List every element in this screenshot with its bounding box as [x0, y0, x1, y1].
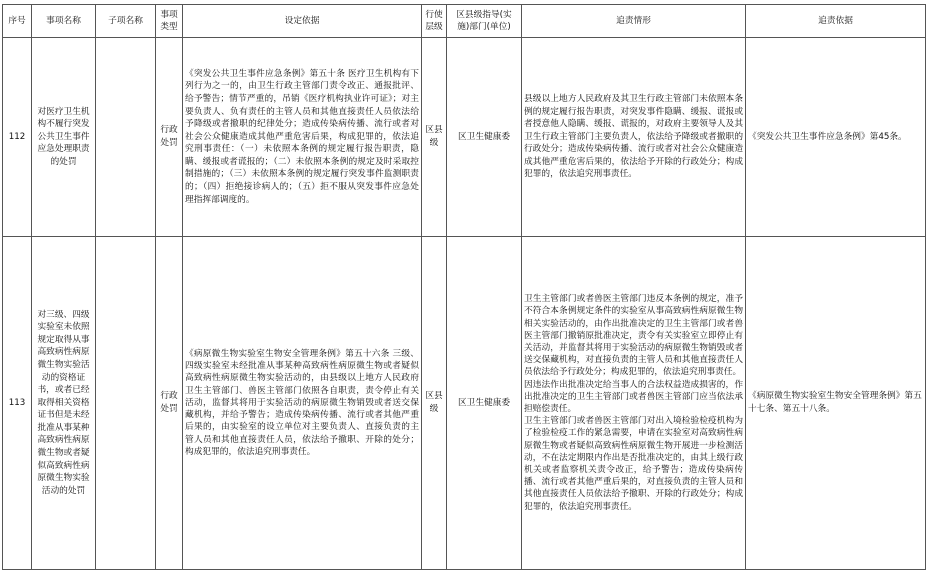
header-accountability-basis: 追责依据 [746, 5, 926, 38]
accountability-table [2, 4, 926, 570]
header-item-name: 事项名称 [32, 5, 96, 38]
row-level: 区县级 [422, 237, 447, 570]
row-basis: 《病原微生物实验室生物安全管理条例》第五十六条 三级、四级实验室未经批准从事某种高致病性病原微生物或者疑似高致病性病原微生物实验活动的，由县级以上地方人民政府卫生主管部门、兽医主管部门依照各自职责，责令停止有关活动，监督其将用于实验活动的病原微生物销毁或者送交保藏机构，并给予警告；造成传染病传播、流行或者其他严重后果的，由实验室的设立单位对主要负责人、直接负责的主管人员和其他直接责任人员，依法给予撤职、开除的处分；构成犯罪的，依法追究刑事责任。 [183, 237, 422, 570]
row-item-type: 行政处罚 [156, 38, 183, 237]
row-item-type: 行政处罚 [156, 237, 183, 570]
row-level: 区县级 [422, 38, 447, 237]
header-row [3, 5, 926, 38]
header-basis: 设定依据 [183, 5, 422, 38]
row-item-name: 对医疗卫生机构不履行突发公共卫生事件应急处理职责的处罚 [32, 38, 96, 237]
header-level: 行使 层级 [422, 5, 447, 38]
row-department: 区卫生健康委 [447, 38, 522, 237]
row-basis: 《突发公共卫生事件应急条例》第五十条 医疗卫生机构有下列行为之一的，由卫生行政主管部门责令改正、通报批评、给予警告；情节严重的，吊销《医疗机构执业许可证》；对主要负责人、负有责任的主管人员和其他直接责任人员依法给予降级或者撤职的纪律处分；造成传染病传播、流行或者对社会公众健康造成其他严重危害后果，构成犯罪的，依法追究刑事责任：（一）未依照本条例的规定履行报告职责，隐瞒、缓报或者谎报的；（二）未依照本条例的规定及时采取控制措施的；（三）未依照本条例的规定履行突发事件监测职责的；（四）拒绝接诊病人的；（五）拒不服从突发事件应急处理指挥部调度的。 [183, 38, 422, 237]
header-department: 区县级指导(实 施)部门(单位) [447, 5, 522, 38]
row-sub-item-name [96, 237, 156, 570]
row-seq: 112 [3, 38, 32, 237]
row-department: 区卫生健康委 [447, 237, 522, 570]
header-seq: 序号 [3, 5, 32, 38]
header-sub-item-name: 子项名称 [96, 5, 156, 38]
table-row [3, 38, 926, 237]
header-item-type: 事项 类型 [156, 5, 183, 38]
row-seq: 113 [3, 237, 32, 570]
row-accountability-basis: 《突发公共卫生事件应急条例》第45条。 [746, 38, 926, 237]
table-row [3, 237, 926, 570]
row-situation: 卫生主管部门或者兽医主管部门违反本条例的规定，准予不符合本条例规定条件的实验室从事高致病性病原微生物相关实验活动的，由作出批准决定的卫生主管部门或者兽医主管部门撤销原批准决定，责令有关实验室立即停止有关活动，并监督其将用于实验活动的病原微生物销毁或者送交保藏机构，对直接负责的主管人员和其他直接责任人员依法给予行政处分；构成犯罪的，依法追究刑事责任。 因违法作出批准决定给当事人的合法权益造成损害的，作出批准决定的卫生主管部门或者兽医主管部门应当依法承担赔偿责任。 卫生主管部门或者兽医主管部门对出入境检验检疫机构为了检验检疫工作的紧急需要，申请在实验室对高致病性病原微生物或者疑似高致病性病原微生物开展进一步检测活动，不在法定期限内作出是否批准决定的，由其上级行政机关或者监察机关责令改正，给予警告；造成传染病传播、流行或者其他严重后果的，对直接负责的主管人员和其他直接责任人员依法给予撤职、开除的行政处分；构成犯罪的，依法追究刑事责任。 [522, 237, 746, 570]
row-accountability-basis: 《病原微生物实验室生物安全管理条例》第五十七条、第五十八条。 [746, 237, 926, 570]
header-situation: 追责情形 [522, 5, 746, 38]
row-item-name: 对三级、四级实验室未依照规定取得从事高致病性病原微生物实验活动的资格证书，或者已经取得相关资格证书但是未经批准从事某种高致病性病原微生物或者疑似高致病性病原微生物实验活动的处罚 [32, 237, 96, 570]
row-sub-item-name [96, 38, 156, 237]
row-situation: 县级以上地方人民政府及其卫生行政主管部门未依照本条例的规定履行报告职责，对突发事件隐瞒、缓报、谎报或者授意他人隐瞒、缓报、谎报的，对政府主要领导人及其卫生行政主管部门主要负责人，依法给予降级或者撤职的行政处分；造成传染病传播、流行或者对社会公众健康造成其他严重危害后果的，依法给予开除的行政处分；构成犯罪的，依法追究刑事责任。 [522, 38, 746, 237]
